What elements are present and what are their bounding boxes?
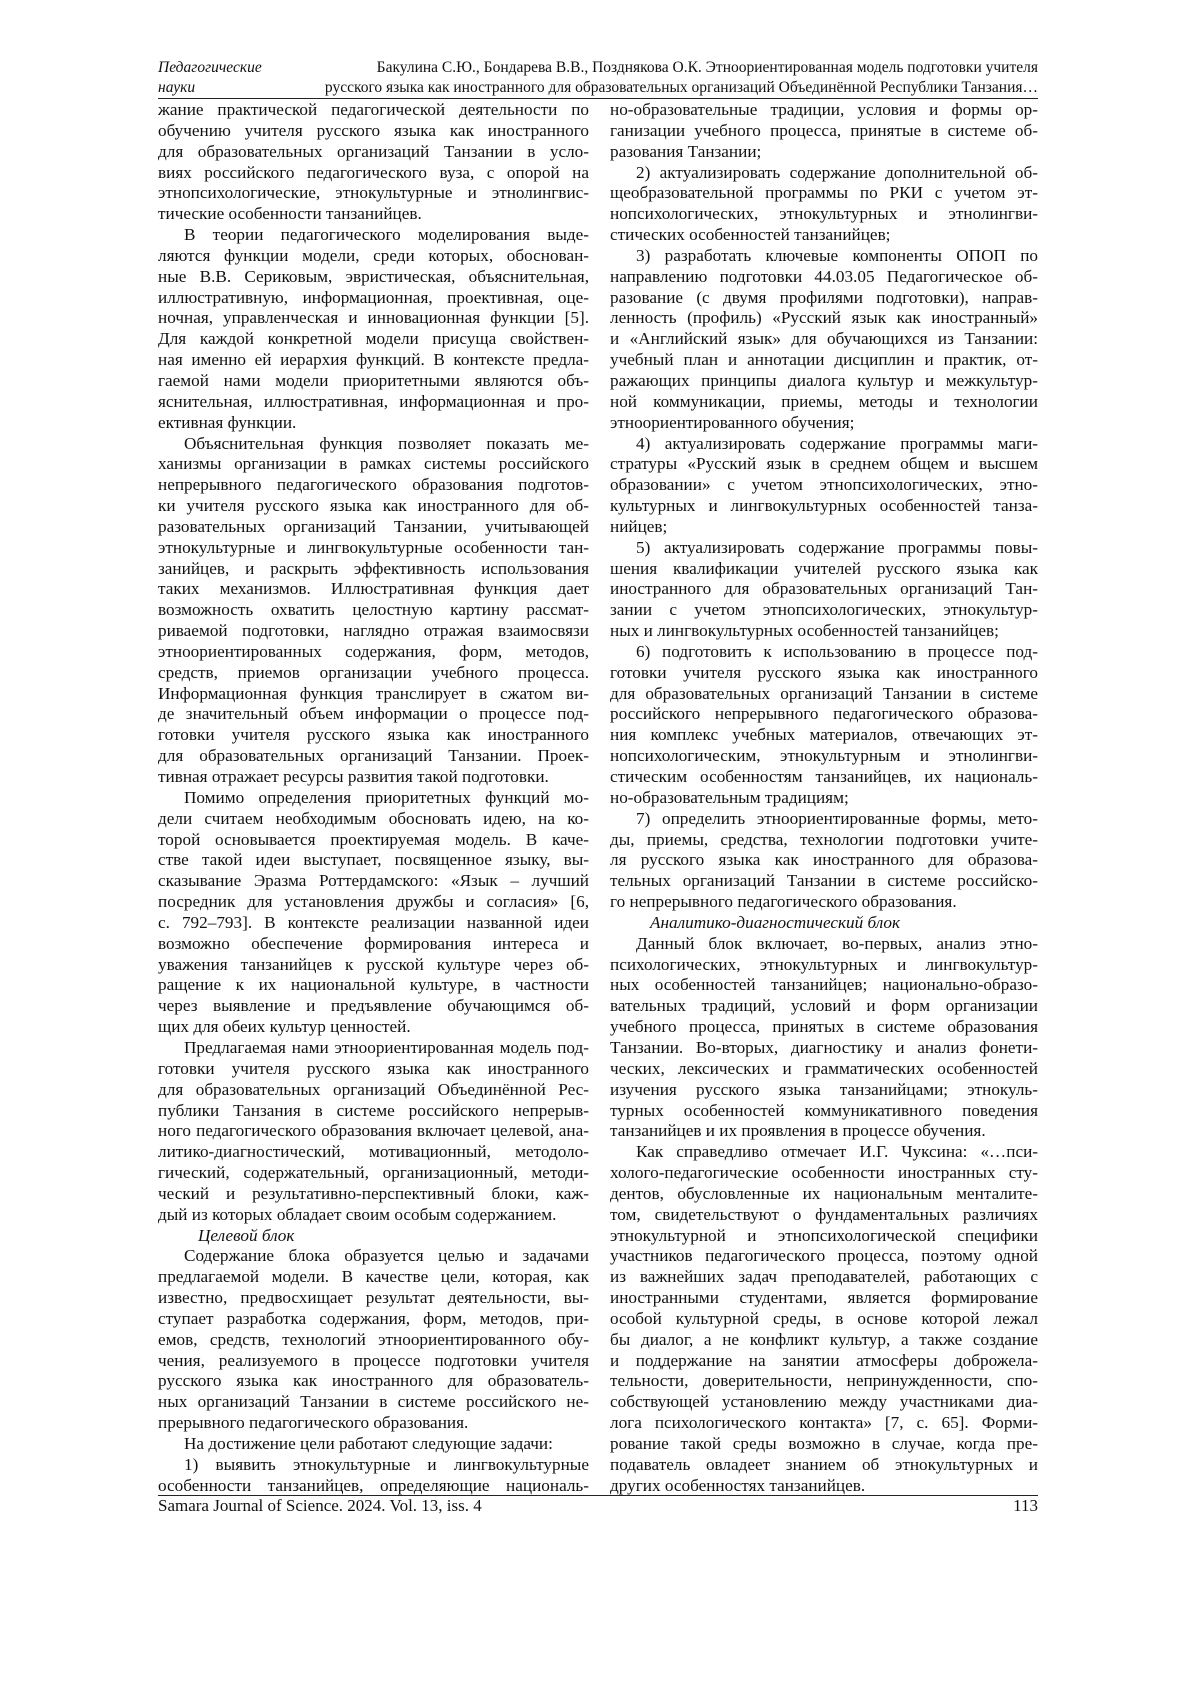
paragraph [158, 1038, 589, 1226]
paragraph [610, 434, 1038, 538]
text-line: Данный блок включает, во-первых, анализ этно- [610, 934, 1038, 955]
text-line: и поддержание на занятии атмосферы доброжела- [610, 1351, 1038, 1372]
text-line: русского языка как иностранного для образователь- [158, 1371, 589, 1392]
text-line: готовки учителя русского языка как иностранного [610, 663, 1038, 684]
text-line: ная именно ей иерархия функций. В контексте предла- [158, 350, 589, 371]
text-line: Содержание блока образуется целью и задачами [158, 1246, 589, 1267]
text-line: посредник для установления дружбы и согласия» [6, [158, 892, 589, 913]
text-line: средств, приемов организации учебного процесса. [158, 663, 589, 684]
paragraph [158, 1455, 589, 1497]
text-line: го непрерывного педагогического образования. [610, 892, 1038, 913]
header-title-line: Бакулина С.Ю., Бондарева В.В., Позднякова О.К. Этноориентированная модель подготовки учителя [258, 58, 1038, 78]
text-line: иностранными студентами, является формирование [610, 1288, 1038, 1309]
text-line: тельности, доверительности, непринужденности, спо- [610, 1371, 1038, 1392]
text-line: дели считаем необходимым обосновать идею, на ко- [158, 809, 589, 830]
text-line: ективная функции. [158, 413, 589, 434]
text-line: торой основывается проектируемая модель. В каче- [158, 830, 589, 851]
text-line: возможность охватить целостную картину рассмат- [158, 600, 589, 621]
text-line: тельных организаций Танзании в системе российско- [610, 871, 1038, 892]
text-line: турных особенностей коммуникативного поведения [610, 1101, 1038, 1122]
page-number: 113 [1013, 1496, 1038, 1516]
text-line: этнокультурной и этнопсихологической специфики [610, 1226, 1038, 1247]
text-line: публики Танзания в системе российского непрерыв- [158, 1101, 589, 1122]
text-line: собствующей установлению между участниками диа- [610, 1392, 1038, 1413]
text-line: уважения танзанийцев к русской культуре через об- [158, 955, 589, 976]
text-line: нопсихологическим, этнокультурным и этнолингви- [610, 746, 1038, 767]
text-line: прерывного педагогического образования. [158, 1413, 589, 1434]
text-line: разования Танзании; [610, 142, 1038, 163]
text-line: иностранного для образовательных организаций Тан- [610, 579, 1038, 600]
text-line: Для каждой конкретной модели присуща свойствен- [158, 329, 589, 350]
text-line: ханизмы организации в рамках системы российского [158, 454, 589, 475]
text-line: шения квалификации учителей русского языка как [610, 559, 1038, 580]
text-line: 4) актуализировать содержание программы маги- [610, 434, 1038, 455]
text-line: лога психологического контакта» [7, с. 65]. Форми- [610, 1413, 1038, 1434]
text-line: бы диалог, а не конфликт культур, а также создание [610, 1330, 1038, 1351]
footer-journal: Samara Journal of Science. 2024. Vol. 13, iss. 4 [158, 1496, 482, 1516]
paragraph [610, 934, 1038, 1142]
text-line: стратуры «Русский язык в среднем общем и высшем [610, 454, 1038, 475]
text-line: 2) актуализировать содержание дополнительной об- [610, 163, 1038, 184]
text-line: известно, предвосхищает результат деятельности, вы- [158, 1288, 589, 1309]
text-line: литико-диагностический, мотивационный, методоло- [158, 1142, 589, 1163]
text-line: изучения русского языка танзанийцами; этнокуль- [610, 1080, 1038, 1101]
text-line: через выявление и предъявление обучающимся об- [158, 996, 589, 1017]
text-line: дентов, обусловленные их национальным менталите- [610, 1184, 1038, 1205]
section-heading [610, 913, 1038, 934]
text-line: ражающих принципы диалога культур и межкультур- [610, 371, 1038, 392]
text-line: Объяснительная функция позволяет показать ме- [158, 434, 589, 455]
text-line: 3) разработать ключевые компоненты ОПОП по [610, 246, 1038, 267]
text-line: занийцев, и раскрыть эффективность использования [158, 559, 589, 580]
text-line: щеобразовательной программы по РКИ с учетом эт- [610, 183, 1038, 204]
text-line: На достижение цели работают следующие задачи: [158, 1434, 589, 1455]
text-line: и «Английский язык» для обучающихся из Танзании: [610, 329, 1038, 350]
text-line: гический, содержательный, организационный, методи- [158, 1163, 589, 1184]
paragraph [158, 100, 589, 225]
paragraph [610, 1142, 1038, 1496]
paragraph [158, 225, 589, 433]
text-column-left [158, 100, 589, 1497]
header-title-line: русского языка как иностранного для образовательных организаций Объединённой Республики Танзания… [258, 78, 1038, 98]
text-line: образовании» с учетом этнопсихологических, этно- [610, 475, 1038, 496]
text-line: ганизации учебного процесса, принятые в системе об- [610, 121, 1038, 142]
text-line: из важнейших задач преподавателей, работающих с [610, 1267, 1038, 1288]
text-line: Помимо определения приоритетных функций мо- [158, 788, 589, 809]
text-line: стическим особенностям танзанийцев, их националь- [610, 767, 1038, 788]
text-line: тические особенности танзанийцев. [158, 204, 589, 225]
text-line: ных организаций Танзании в системе российского не- [158, 1392, 589, 1413]
text-line: холого-педагогические особенности иностранных сту- [610, 1163, 1038, 1184]
text-line: учебного процесса, принятых в системе образования [610, 1017, 1038, 1038]
text-line: гаемой нами модели приоритетными являются объ- [158, 371, 589, 392]
text-line: ных особенностей танзанийцев; национально-образо- [610, 975, 1038, 996]
text-line: для образовательных организаций Объединённой Рес- [158, 1080, 589, 1101]
text-line: сказывание Эразма Роттердамского: «Язык – лучший [158, 871, 589, 892]
text-line: ды, приемы, средства, технологии подготовки учите- [610, 830, 1038, 851]
text-line: стических особенностей танзанийцев; [610, 225, 1038, 246]
text-line: российского непрерывного педагогического образова- [610, 704, 1038, 725]
text-line: ные В.В. Сериковым, эвристическая, объяснительная, [158, 267, 589, 288]
text-line: ленность (профиль) «Русский язык как иностранный» [610, 308, 1038, 329]
text-line: Информационная функция транслирует в сжатом ви- [158, 684, 589, 705]
text-line: ляются функции модели, среди которых, обоснован- [158, 246, 589, 267]
text-line: с. 792–793]. В контексте реализации названной идеи [158, 913, 589, 934]
text-line: других особенностях танзанийцев. [610, 1476, 1038, 1497]
text-line: иллюстративную, информационная, проективная, оце- [158, 288, 589, 309]
text-line: предлагаемой модели. В качестве цели, которая, как [158, 1267, 589, 1288]
paragraph [158, 788, 589, 1038]
text-line: Танзании. Во-вторых, диагностику и анализ фонети- [610, 1038, 1038, 1059]
text-line: том, свидетельствуют о фундаментальных различиях [610, 1205, 1038, 1226]
text-line: емов, средств, технологий этноориентированного обу- [158, 1330, 589, 1351]
paragraph [610, 163, 1038, 246]
text-line: ночная, управленческая и инновационная функции [5]. [158, 308, 589, 329]
text-line: разование (с двумя профилями подготовки), направ- [610, 288, 1038, 309]
text-line: де значительный объем информации о процессе под- [158, 704, 589, 725]
text-line: 5) актуализировать содержание программы повы- [610, 538, 1038, 559]
running-header-title [258, 58, 1038, 98]
paragraph [610, 246, 1038, 434]
paragraph [158, 434, 589, 788]
text-line: жание практической педагогической деятельности по [158, 100, 589, 121]
text-line: ля русского языка как иностранного для образова- [610, 850, 1038, 871]
text-line: тивная отражает ресурсы развития такой подготовки. [158, 767, 589, 788]
text-line: 7) определить этноориентированные формы, мето- [610, 809, 1038, 830]
text-line: непрерывного педагогического образования подготов- [158, 475, 589, 496]
text-line: дый из которых обладает своим особым содержанием. [158, 1205, 589, 1226]
text-line: культурных и лингвокультурных особенностей танза- [610, 496, 1038, 517]
text-line: участников педагогического процесса, поэтому одной [610, 1246, 1038, 1267]
text-line: виях российского педагогического вуза, с опорой на [158, 163, 589, 184]
text-line: танзанийцев и их проявления в процессе обучения. [610, 1121, 1038, 1142]
paragraph [610, 809, 1038, 913]
text-line: ной коммуникации, приемы, методы и технологии [610, 392, 1038, 413]
text-line: ческих, лексических и грамматических особенностей [610, 1059, 1038, 1080]
running-header-section [158, 58, 262, 98]
text-line: ступает разработка содержания, форм, методов, при- [158, 1309, 589, 1330]
text-line: чения, реализуемого в процессе подготовки учителя [158, 1351, 589, 1372]
text-line: этноориентированных содержания, форм, методов, [158, 642, 589, 663]
text-line: рование такой среды возможно в случае, когда пре- [610, 1434, 1038, 1455]
text-line: готовки учителя русского языка как иностранного [158, 1059, 589, 1080]
paragraph [158, 1246, 589, 1434]
text-line: стве такой идеи выступает, посвященное языку, вы- [158, 850, 589, 871]
text-line: подаватель овладеет знанием об этнокультурных и [610, 1455, 1038, 1476]
text-line: В теории педагогического моделирования выде- [158, 225, 589, 246]
text-line: таких механизмов. Иллюстративная функция дает [158, 579, 589, 600]
text-line: учебный план и аннотации дисциплин и практик, от- [610, 350, 1038, 371]
text-line: этнопсихологические, этнокультурные и этнолингвис- [158, 183, 589, 204]
text-line: ки учителя русского языка как иностранного для об- [158, 496, 589, 517]
header-rule [158, 98, 1038, 99]
text-line: но-образовательные традиции, условия и формы ор- [610, 100, 1038, 121]
text-line: ращение к их национальной культуре, в частности [158, 975, 589, 996]
paragraph [610, 538, 1038, 642]
text-line: ческий и результативно-перспективный блоки, каж- [158, 1184, 589, 1205]
text-line: ных и лингвокультурных особенностей танзанийцев; [610, 621, 1038, 642]
text-line: направлению подготовки 44.03.05 Педагогическое об- [610, 267, 1038, 288]
text-line: яснительная, иллюстративная, информационная и про- [158, 392, 589, 413]
text-line: зании с учетом этнопсихологических, этнокультур- [610, 600, 1038, 621]
text-line: 6) подготовить к использованию в процессе под- [610, 642, 1038, 663]
header-section-line: Педагогические [158, 58, 262, 78]
text-line: но-образовательным традициям; [610, 788, 1038, 809]
text-line: риваемой подготовки, наглядно отражая взаимосвязи [158, 621, 589, 642]
text-line: особенности танзанийцев, определяющие националь- [158, 1476, 589, 1497]
text-line: для образовательных организаций Танзании. Проек- [158, 746, 589, 767]
text-line: ного педагогического образования включает целевой, ана- [158, 1121, 589, 1142]
text-line: для образовательных организаций Танзании в системе [610, 684, 1038, 705]
text-line: Как справедливо отмечает И.Г. Чуксина: «…пси- [610, 1142, 1038, 1163]
text-line: этноориентированного обучения; [610, 413, 1038, 434]
header-section-line: науки [158, 78, 262, 98]
text-line: Аналитико-диагностический блок [610, 913, 1038, 934]
paragraph [610, 100, 1038, 163]
text-line: этнокультурные и лингвокультурные особенности тан- [158, 538, 589, 559]
text-line: Предлагаемая нами этноориентированная модель под- [158, 1038, 589, 1059]
section-heading [158, 1226, 589, 1247]
text-line: готовки учителя русского языка как иностранного [158, 725, 589, 746]
text-line: Целевой блок [158, 1226, 589, 1247]
paragraph [158, 1434, 589, 1455]
text-line: щих для обеих культур ценностей. [158, 1017, 589, 1038]
text-line: обучению учителя русского языка как иностранного [158, 121, 589, 142]
text-line: вательных традиций, условий и форм организации [610, 996, 1038, 1017]
text-line: разовательных организаций Танзании, учитывающей [158, 517, 589, 538]
text-line: для образовательных организаций Танзании в усло- [158, 142, 589, 163]
text-line: особой культурной среды, в основе которой лежал [610, 1309, 1038, 1330]
text-column-right [610, 100, 1038, 1497]
text-line: возможно обеспечение формирования интереса и [158, 934, 589, 955]
text-line: нийцев; [610, 517, 1038, 538]
text-line: 1) выявить этнокультурные и лингвокультурные [158, 1455, 589, 1476]
text-line: нопсихологических, этнокультурных и этнолингви- [610, 204, 1038, 225]
text-line: психологических, этнокультурных и лингвокультур- [610, 955, 1038, 976]
paragraph [610, 642, 1038, 809]
text-line: ния комплекс учебных материалов, отвечающих эт- [610, 725, 1038, 746]
